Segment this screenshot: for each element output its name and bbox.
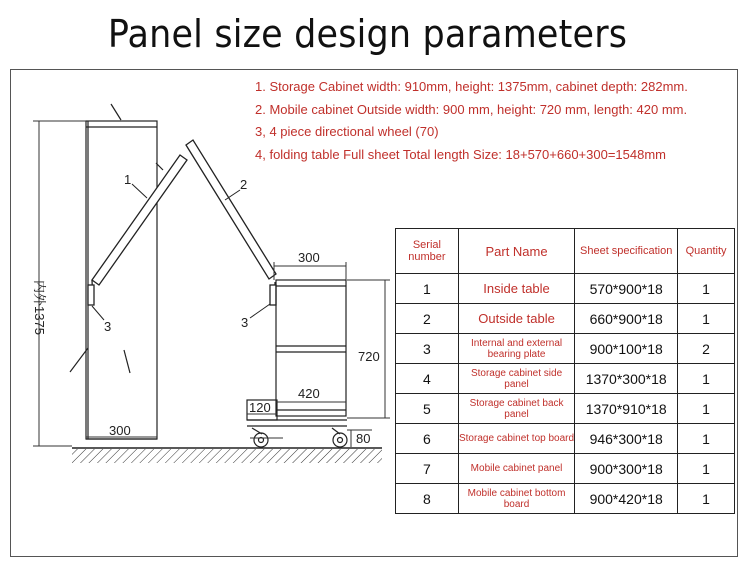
cell-num: 2 — [396, 304, 459, 334]
cell-qty: 1 — [678, 424, 735, 454]
header-part-name: Part Name — [458, 229, 574, 274]
cell-spec: 900*100*18 — [575, 334, 678, 364]
table-row — [396, 394, 735, 424]
cell-num: 8 — [396, 484, 459, 514]
cell-qty: 1 — [678, 274, 735, 304]
table-row — [396, 364, 735, 394]
cell-spec: 660*900*18 — [575, 304, 678, 334]
cell-spec: 946*300*18 — [575, 424, 678, 454]
wheel-right — [333, 433, 347, 447]
label-2: 2 — [240, 177, 248, 192]
cell-name: Mobile cabinet panel — [458, 454, 574, 484]
dim-300-top: 300 — [298, 250, 320, 265]
label-3-right: 3 — [241, 315, 249, 330]
cell-num: 1 — [396, 274, 459, 304]
table-row — [396, 274, 735, 304]
label-1: 1 — [124, 172, 132, 187]
table-row — [396, 424, 735, 454]
cell-num: 6 — [396, 424, 459, 454]
cell-name: Outside table — [458, 304, 574, 334]
note-3: 3, 4 piece directional wheel (70) — [255, 124, 439, 139]
dim-120: 120 — [249, 400, 271, 415]
wheel-left — [254, 433, 268, 447]
note-4: 4, folding table Full sheet Total length Size: 18+570+660+300=1548mm — [255, 146, 667, 162]
table-row — [396, 334, 735, 364]
table-row — [396, 484, 735, 514]
cell-name: Internal and external bearing plate — [458, 334, 574, 364]
dim-80: 80 — [356, 431, 371, 446]
dim-height-1375: 内外1375 — [32, 280, 47, 335]
table-header-row — [396, 229, 735, 274]
folding-table — [88, 140, 276, 305]
header-sheet-spec: Sheet specification — [575, 229, 678, 274]
cell-num: 3 — [396, 334, 459, 364]
cell-name: Storage cabinet top board — [458, 424, 574, 454]
note-1: 1. Storage Cabinet width: 910mm, height: 1375mm, cabinet depth: 282mm. — [255, 79, 688, 94]
cell-num: 5 — [396, 394, 459, 424]
cell-qty: 1 — [678, 304, 735, 334]
cell-qty: 1 — [678, 454, 735, 484]
dim-420: 420 — [298, 386, 320, 401]
cell-qty: 2 — [678, 334, 735, 364]
cell-num: 7 — [396, 454, 459, 484]
dim-720: 720 — [358, 349, 380, 364]
cell-qty: 1 — [678, 364, 735, 394]
ground-hatch — [72, 449, 382, 463]
cell-spec: 900*420*18 — [575, 484, 678, 514]
cell-name: Mobile cabinet bottom board — [458, 484, 574, 514]
mobile-cabinet — [247, 280, 347, 447]
cell-qty: 1 — [678, 394, 735, 424]
table-row — [396, 454, 735, 484]
table-row — [396, 304, 735, 334]
page-title: Panel size design parameters — [107, 12, 628, 56]
cell-spec: 1370*910*18 — [575, 394, 678, 424]
cell-qty: 1 — [678, 484, 735, 514]
header-quantity: Quantity — [678, 229, 735, 274]
cell-spec: 1370*300*18 — [575, 364, 678, 394]
cell-name: Inside table — [458, 274, 574, 304]
cell-spec: 570*900*18 — [575, 274, 678, 304]
parts-table — [395, 228, 735, 514]
cell-spec: 900*300*18 — [575, 454, 678, 484]
header-serial-number: Serial number — [396, 229, 459, 274]
storage-cabinet — [70, 104, 163, 439]
label-3-left: 3 — [104, 319, 112, 334]
dim-300-bottom: 300 — [109, 423, 131, 438]
cell-num: 4 — [396, 364, 459, 394]
note-2: 2. Mobile cabinet Outside width: 900 mm, height: 720 mm, length: 420 mm. — [255, 101, 688, 117]
cell-name: Storage cabinet back panel — [458, 394, 574, 424]
cell-name: Storage cabinet side panel — [458, 364, 574, 394]
